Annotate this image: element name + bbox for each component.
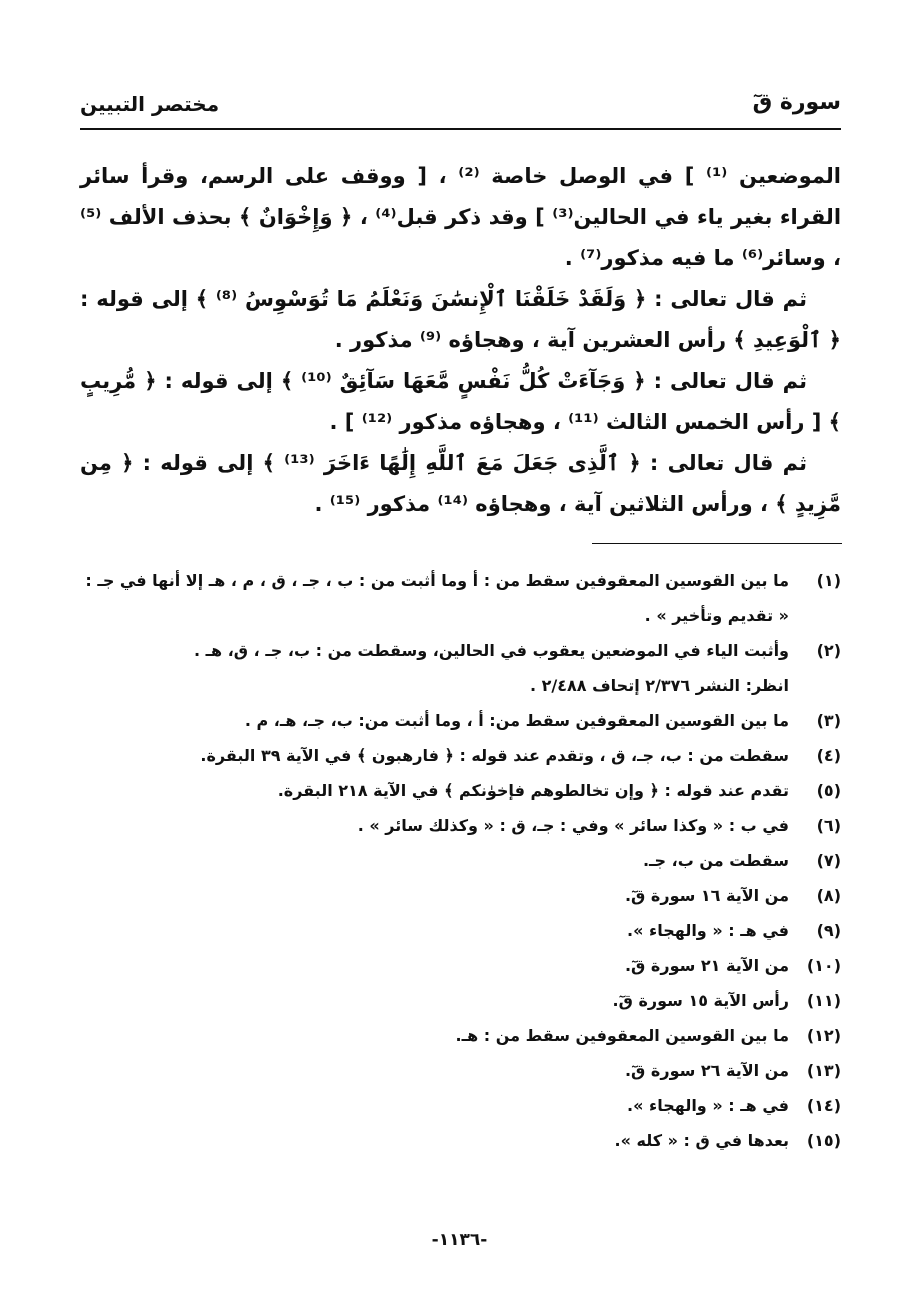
footnote-divider xyxy=(592,543,842,544)
footnote-8 xyxy=(80,878,841,913)
footnote-number: (٨) xyxy=(816,886,841,905)
footnote-13 xyxy=(80,1053,841,1088)
footnote-number: (٣) xyxy=(816,711,841,730)
footnote-text: رأس الآية ١٥ سورة قٓ. xyxy=(612,991,789,1010)
footnote-text xyxy=(80,633,789,703)
footnote-text: سقطت من ب، جـ. xyxy=(642,851,789,870)
footnote-9 xyxy=(80,913,841,948)
footnote-number: (١٤) xyxy=(806,1096,841,1115)
footnotes xyxy=(80,563,841,1158)
footnote-reference-line: انظر: النشر ٢/٣٧٦ إتحاف ٢/٤٨٨ . xyxy=(529,676,789,695)
footnote-number: (١٠) xyxy=(806,956,841,975)
footnote-11 xyxy=(80,983,841,1018)
footnote-number: (١٣) xyxy=(806,1061,841,1080)
paragraph-4: ثم قال تعالى : ﴿ ٱلَّذِى جَعَلَ مَعَ ٱللَّهِ إِلَٰهًا ءَاخَرَ ⁽¹³⁾ ﴾ إلى قوله : ﴿ مِن مَّزِيدٍ ﴾ ، ورأس الثلاثين آية ، وهجاؤه ⁽¹⁴⁾ مذكور ⁽¹⁵⁾ . xyxy=(80,451,841,516)
page-number: -١١٣٦- xyxy=(431,1230,488,1250)
footnote-1 xyxy=(80,563,841,633)
footnote-number: (٧) xyxy=(816,851,841,870)
footnote-number: (٦) xyxy=(816,816,841,835)
footnote-text: سقطت من : ب، جـ، ق ، وتقدم عند قوله : ﴿ فارهبون ﴾ في الآية ٣٩ البقرة. xyxy=(200,746,789,765)
footnote-number: (٥) xyxy=(816,781,841,800)
footnote-text: تقدم عند قوله : ﴿ وإن تخالطوهم فإخوٰنكم ﴾ في الآية ٢١٨ البقرة. xyxy=(277,781,789,800)
paragraph-2: ثم قال تعالى : ﴿ وَلَقَدْ خَلَقْنَا ٱلْإِنسَٰنَ وَنَعْلَمُ مَا تُوَسْوِسُ ⁽⁸⁾ ﴾ إلى قوله : ﴿ ٱلْوَعِيدِ ﴾ رأس العشرين آية ، وهجاؤه ⁽⁹⁾ مذكور . xyxy=(80,287,841,352)
running-header xyxy=(80,86,841,130)
footnote-number: (١١) xyxy=(806,991,841,1010)
footnote-text: من الآية ٢١ سورة قٓ. xyxy=(624,956,789,975)
footnote-text-line: وأثبت الياء في الموضعين يعقوب في الحالين، وسقطت من : ب، جـ ، ق، هـ . xyxy=(193,641,789,660)
footnote-text: في هـ : « والهجاء ». xyxy=(627,921,789,940)
footnote-text: ما بين القوسين المعقوفين سقط من : أ وما أثبت من : ب ، جـ ، ق ، م ، هـ إلا أنها في جـ : « تقديم وتأخير » . xyxy=(85,571,789,625)
footnote-10 xyxy=(80,948,841,983)
footnote-2 xyxy=(80,633,841,703)
footnote-text: بعدها في ق : « كله ». xyxy=(614,1131,789,1150)
footnote-15 xyxy=(80,1123,841,1158)
footnote-number: (١) xyxy=(816,571,841,590)
footnote-7 xyxy=(80,843,841,878)
paragraph-1: الموضعين ⁽¹⁾ ] في الوصل خاصة ⁽²⁾ ، [ ووقف على الرسم، وقرأ سائر القراء بغير ياء في الحالين⁽³⁾ ] وقد ذكر قبل⁽⁴⁾ ، ﴿ وَإِخْوَانٌ ﴾ بحذف الألف ⁽⁵⁾ ، وسائر⁽⁶⁾ ما فيه مذكور⁽⁷⁾ . xyxy=(80,164,842,270)
footnote-number: (٩) xyxy=(816,921,841,940)
footnote-text: في ب : « وكذا سائر » وفي : جـ، ق : « وكذلك سائر » . xyxy=(357,816,789,835)
footnote-12 xyxy=(80,1018,841,1053)
book-title: مختصر التبيين xyxy=(80,92,220,116)
main-text xyxy=(80,156,841,525)
surah-title: سورة قٓ xyxy=(752,90,841,115)
footnote-text: من الآية ٢٦ سورة قٓ. xyxy=(624,1061,789,1080)
footnote-text: ما بين القوسين المعقوفين سقط من: أ ، وما أثبت من: ب، جـ، هـ، م . xyxy=(244,711,789,730)
footnote-4 xyxy=(80,738,841,773)
footnote-text: من الآية ١٦ سورة قٓ. xyxy=(624,886,789,905)
footnote-6 xyxy=(80,808,841,843)
footnote-3 xyxy=(80,703,841,738)
footnote-number: (١٥) xyxy=(806,1131,841,1150)
footnote-5 xyxy=(80,773,841,808)
footnote-number: (٤) xyxy=(816,746,841,765)
paragraph-3: ثم قال تعالى : ﴿ وَجَآءَتْ كُلُّ نَفْسٍ مَّعَهَا سَآئِقٌ ⁽¹⁰⁾ ﴾ إلى قوله : ﴿ مُّرِيبٍ ﴾ [ رأس الخمس الثالث ⁽¹¹⁾ ، وهجاؤه مذكور ⁽¹²⁾ ] . xyxy=(80,369,841,434)
footnote-number: (١٢) xyxy=(806,1026,841,1045)
footnote-14 xyxy=(80,1088,841,1123)
footnote-text: ما بين القوسين المعقوفين سقط من : هـ. xyxy=(455,1026,789,1045)
footnote-number: (٢) xyxy=(816,641,841,660)
footnote-text: في هـ : « والهجاء ». xyxy=(627,1096,789,1115)
